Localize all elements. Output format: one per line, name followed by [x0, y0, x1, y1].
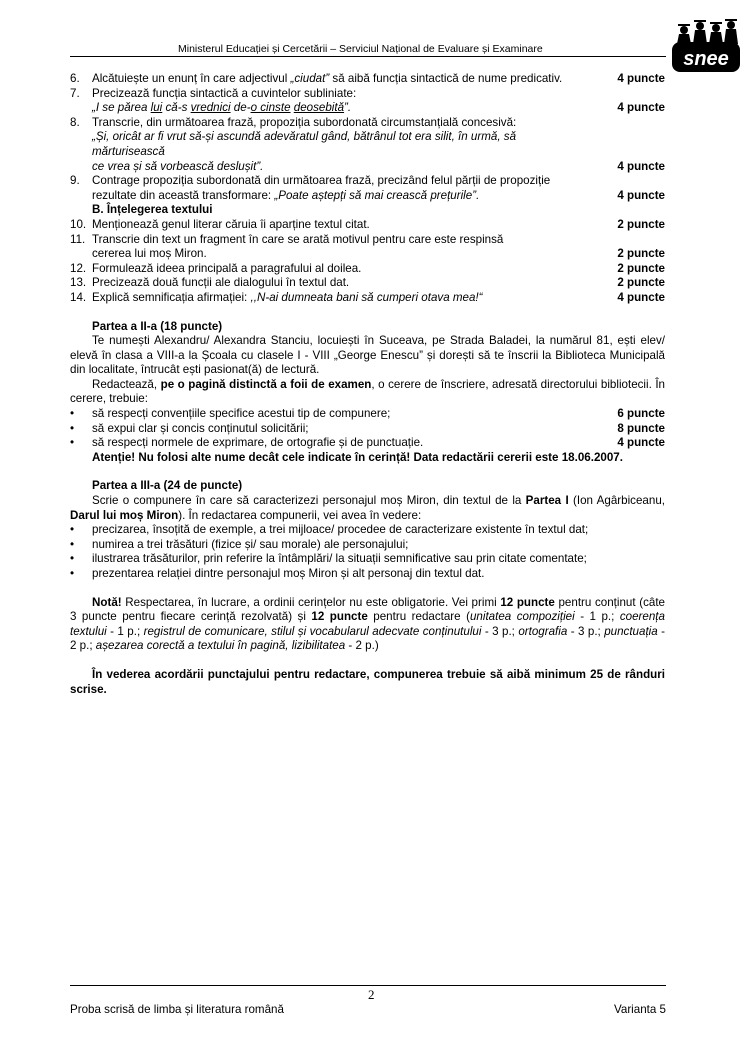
question-text: Precizează funcția sintactică a cuvintelor subliniate: [92, 86, 357, 100]
part-2-title: Partea a II-a (18 puncte) [92, 319, 223, 333]
question-text: Menționează genul literar căruia îi aparține textul citat. [92, 217, 370, 231]
question-number: 14. [70, 290, 87, 304]
question-points: 2 puncte [617, 276, 665, 290]
part-3-paragraph: Scrie o compunere în care să caracterizezi personajul moș Miron, din textul de la Partea I (Ion Agârbiceanu, Darul lui moș Miron). În redactarea compunerii, vei avea în vedere: [70, 494, 665, 522]
header-title: Ministerul Educației și Cercetării – Serviciul Național de Evaluare și Examinare [178, 43, 543, 55]
question-quote: „ciudat” [290, 72, 330, 85]
question-quote: ,,N-ai dumneata bani să cumperi otava mea!“ [250, 290, 483, 304]
question-text: să aibă funcția sintactică de nume predicativ. [329, 72, 563, 85]
question-points: 4 puncte [617, 290, 665, 304]
question-text: Explică semnificația afirmației: [92, 290, 251, 304]
question-number: 13. [70, 276, 87, 290]
question-quote: „I se părea lui că-s vrednici de-o cinste deosebită”. [92, 101, 352, 115]
logo-text: snee [683, 48, 729, 70]
question-number: 9. [70, 174, 80, 188]
question-10 [70, 218, 665, 233]
question-number: 10. [70, 217, 87, 231]
part-2-requirement: • să expui clar și concis conținutul solicitării; 8 puncte [70, 421, 665, 435]
question-number: 6. [70, 72, 80, 85]
question-points: 4 puncte [617, 101, 665, 115]
exam-content [70, 72, 665, 697]
snee-logo [670, 16, 742, 74]
question-quote: „Și, oricât ar fi vrut să-și ascundă adevăratul gând, bătrânul tot era silit, în urmă, să mărturisească [92, 130, 517, 158]
underlined-word: lui [150, 101, 163, 115]
question-points: 2 puncte [617, 261, 665, 275]
page-number: 2 [368, 987, 375, 1002]
question-text: Contrage propoziția subordonată din următoarea frază, precizând felul părții de propoziție [92, 174, 551, 188]
question-text: Transcrie, din următoarea frază, propoziția subordonată circumstanțială concesivă: [92, 115, 517, 129]
question-points: 2 puncte [617, 247, 665, 261]
part-2-attention: Atenție! Nu folosi alte nume decât cele indicate în cerință! Data redactării cererii este 18.06.2007. [92, 450, 623, 464]
question-text: rezultate din această transformare: [92, 188, 275, 202]
part-2-instructions: Redactează, pe o pagină distinctă a foii de examen, o cerere de înscriere, adresată directorului bibliotecii. În cerere, trebuie: [70, 377, 665, 406]
question-text: Transcrie din text un fragment în care se arată motivul pentru care este respinsă [92, 232, 504, 246]
section-b-title: B. Înțelegerea textului [92, 203, 213, 217]
question-14 [70, 291, 665, 306]
question-8 [70, 116, 665, 174]
question-9 [70, 174, 665, 203]
question-text: Alcătuiește un enunț în care adjectivul [92, 72, 291, 85]
question-quote: ce vrea și să vorbească deslușit”. [92, 159, 264, 173]
question-points: 4 puncte [617, 159, 665, 173]
question-number: 11. [70, 232, 86, 246]
question-number: 7. [70, 86, 80, 100]
question-7 [70, 87, 665, 116]
underlined-word: deosebită [293, 101, 345, 115]
grading-note: Notă! Respectarea, în lucrare, a ordinii cerințelor nu este obligatorie. Vei primi 12 puncte pentru conținut (câte 3 puncte pentru fiecare cerință rezolvată) și 12 puncte pentru redactare (unitatea compoziției - 1 p.; coerența textului - 1 p.; registrul de comunicare, stilul și vocabularul adecvate conținutului - 3 p.; ortografia - 3 p.; punctuația - 2 p.; așezarea corectă a textului în pagină, lizibilitatea - 2 p.) [70, 595, 665, 653]
question-number: 12. [70, 261, 87, 275]
question-text: cererea lui moș Miron. [92, 247, 207, 261]
question-12 [70, 262, 665, 277]
question-text: Formulează ideea principală a paragrafului al doilea. [92, 261, 362, 275]
question-text: Precizează două funcții ale dialogului în textul dat. [92, 276, 350, 290]
requirement-points: 6 puncte [617, 407, 665, 421]
question-13 [70, 276, 665, 291]
question-points: 4 puncte [617, 72, 665, 85]
question-6 [70, 72, 665, 87]
part-2-paragraph: Te numești Alexandru/ Alexandra Stanciu, locuiești în Suceava, pe Strada Baladei, la numărul 81, ești elev/ elevă în clasa a VIII-a la Școala cu clasele I - VIII „George Enescu” și dorești să te înscrii la Biblioteca Municipală din localitate, întrucât ești pasionat(ă) de lectură. [70, 334, 665, 377]
part-3-requirement: • numirea a trei trăsături (fizice și/ sau morale) ale personajului; [70, 537, 409, 551]
question-points: 4 puncte [617, 188, 665, 202]
footer-exam-name: Proba scrisă de limba și literatura română [70, 1003, 284, 1016]
question-points: 2 puncte [617, 217, 665, 231]
question-11 [70, 233, 665, 262]
part-2-requirement: • să respecți normele de exprimare, de ortografie și de punctuație. 4 puncte [70, 436, 665, 450]
part-2-requirement: • să respecți convențiile specifice acestui tip de compunere; 6 puncte [70, 407, 665, 421]
part-3-requirement: • precizarea, însoțită de exemple, a trei mijloace/ procedee de caracterizare existente în textul dat; [70, 523, 589, 537]
question-number: 8. [70, 115, 80, 129]
part-3-requirement: • prezentarea relației dintre personajul moș Miron și alt personaj din textul dat. [70, 567, 485, 580]
page-header [70, 36, 666, 57]
requirement-points: 4 puncte [617, 436, 665, 450]
footer-divider [70, 985, 666, 986]
part-3-title: Partea a III-a (24 de puncte) [92, 479, 243, 493]
underlined-word: vrednici [190, 101, 231, 115]
final-requirement: În vederea acordării punctajului pentru redactare, compunerea trebuie să aibă minimum 25 de rânduri scrise. [70, 667, 665, 696]
footer-variant: Varianta 5 [614, 1003, 666, 1016]
question-quote: „Poate aștepți să mai crească prețurile”. [274, 188, 480, 202]
underlined-word: o cinste [250, 101, 291, 115]
part-3-requirement: • ilustrarea trăsăturilor, prin referire la întâmplări/ la situații semnificative sau prin citate comentate; [70, 552, 587, 566]
requirement-points: 8 puncte [617, 421, 665, 435]
